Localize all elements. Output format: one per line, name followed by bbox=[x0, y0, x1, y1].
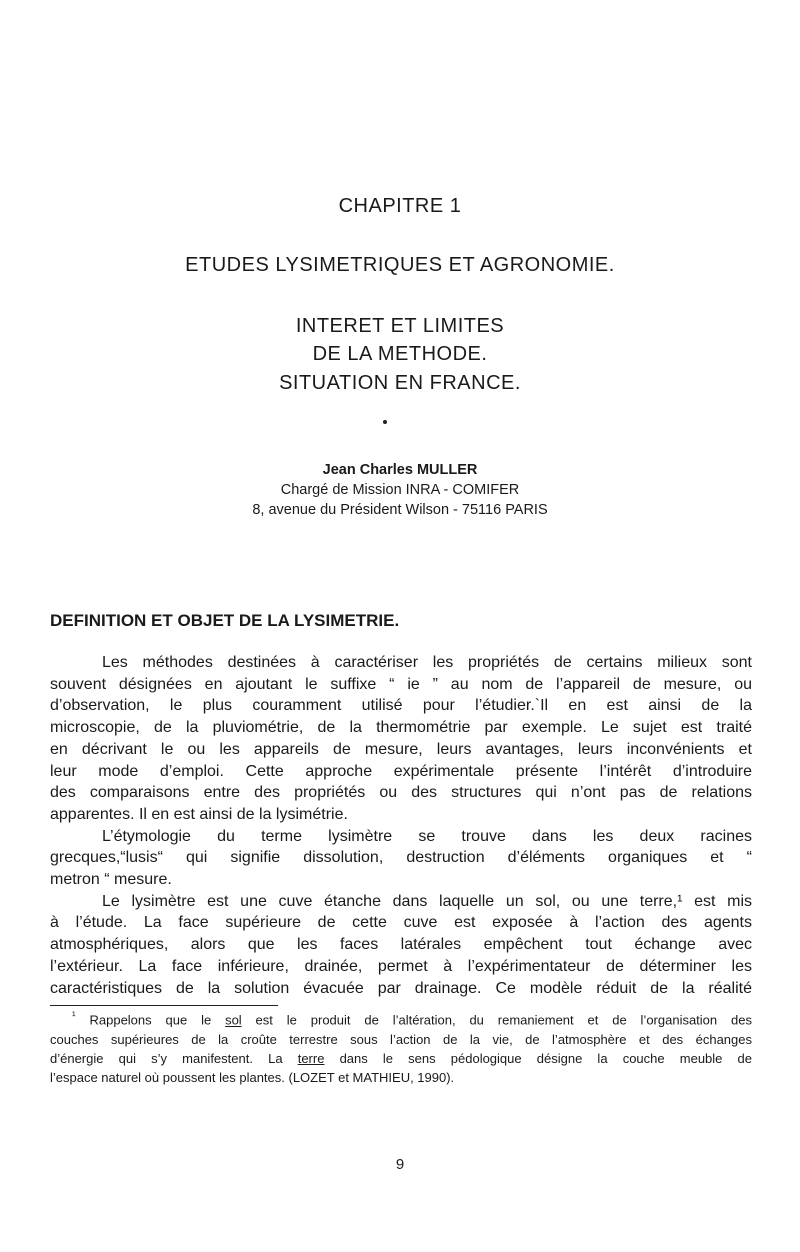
subtitle-line-3: SITUATION EN FRANCE. bbox=[279, 372, 521, 394]
body-line: Les méthodes destinées à caractériser les propriétés de certains milieux sont bbox=[102, 654, 752, 671]
body-line: microscopie, de la pluviométrie, de la thermométrie par exemple. Le sujet est traité bbox=[50, 719, 752, 737]
footnote-rule bbox=[50, 1005, 278, 1006]
body-line: caractéristiques de la solution évacuée par drainage. Ce modèle réduit de la réalité bbox=[50, 979, 752, 997]
chapter-title: ETUDES LYSIMETRIQUES ET AGRONOMIE. bbox=[185, 254, 615, 276]
subtitle-line-2: DE LA METHODE. bbox=[312, 343, 488, 365]
footnote-term-sol: sol bbox=[225, 1012, 242, 1028]
body-line: leur mode d’emploi. Cette approche expérimentale présente l’intérêt d’introduire bbox=[50, 762, 752, 780]
page-number: 9 bbox=[395, 1156, 405, 1173]
body-line: d’observation, le plus couramment utilisé pour l’étudier.`Il en est ainsi de la bbox=[50, 697, 752, 715]
chapter-label: CHAPITRE 1 bbox=[338, 195, 462, 217]
body-line: grecques,“lusis“ qui signifie dissolution, destruction d’éléments organiques et “ bbox=[50, 849, 752, 867]
bullet-dot bbox=[383, 420, 387, 424]
text-flow bbox=[50, 652, 752, 1087]
body-line: apparentes. Il en est ainsi de la lysimétrie. bbox=[50, 805, 348, 823]
body-line: Le lysimètre est une cuve étanche dans laquelle un sol, ou une terre,¹ est mis bbox=[102, 892, 752, 910]
author-role: Chargé de Mission INRA - COMIFER bbox=[280, 482, 520, 498]
body-line: l’extérieur. La face inférieure, drainée, permet à l’expérimentateur de déterminer les bbox=[50, 957, 752, 975]
body-text bbox=[50, 652, 752, 999]
footnote-text: est le produit de l’altération, du remaniement et de l’organisation des bbox=[241, 1012, 752, 1028]
section-heading: DEFINITION ET OBJET DE LA LYSIMETRIE. bbox=[50, 611, 400, 630]
body-line: en décrivant le ou les appareils de mesure, leurs avantages, leurs inconvénients et bbox=[50, 740, 752, 758]
body-line: L’étymologie du terme lysimètre se trouve dans les deux racines bbox=[102, 827, 752, 845]
body-line: atmosphériques, alors que les faces latérales empêchent tout échange avec bbox=[50, 936, 752, 954]
footnote-line: l’espace naturel où poussent les plantes. (LOZET et MATHIEU, 1990). bbox=[50, 1069, 455, 1085]
footnote-text: d’énergie qui s’y manifestent. La bbox=[50, 1050, 298, 1066]
footnote-text: Rappelons que le bbox=[89, 1012, 226, 1028]
footnote-line bbox=[50, 1007, 752, 1029]
footnote bbox=[50, 1007, 752, 1086]
author-address: 8, avenue du Président Wilson - 75116 PARIS bbox=[252, 502, 548, 518]
body-line: souvent désignées en ajoutant le suffixe “ ie ” au nom de l’appareil de mesure, ou bbox=[50, 675, 752, 693]
footnote-text: dans le sens pédologique désigne la couche meuble de bbox=[324, 1050, 752, 1066]
footnote-line bbox=[50, 1049, 752, 1068]
subtitle-line-1: INTERET ET LIMITES bbox=[295, 315, 505, 337]
footnote-marker: ¹ bbox=[72, 1010, 76, 1023]
footnote-term-terre: terre bbox=[297, 1050, 325, 1066]
author-name: Jean Charles MULLER bbox=[322, 462, 478, 478]
footnote-line: couches supérieures de la croûte terrestre sous l’action de la vie, de l’atmosphère et des échanges bbox=[50, 1031, 752, 1047]
body-line: metron “ mesure. bbox=[50, 871, 172, 889]
body-line: des comparaisons entre des propriétés ou des structures qui n’ont pas de relations bbox=[50, 784, 752, 802]
body-line: à l’étude. La face supérieure de cette cuve est exposée à l’action des agents bbox=[50, 914, 752, 932]
